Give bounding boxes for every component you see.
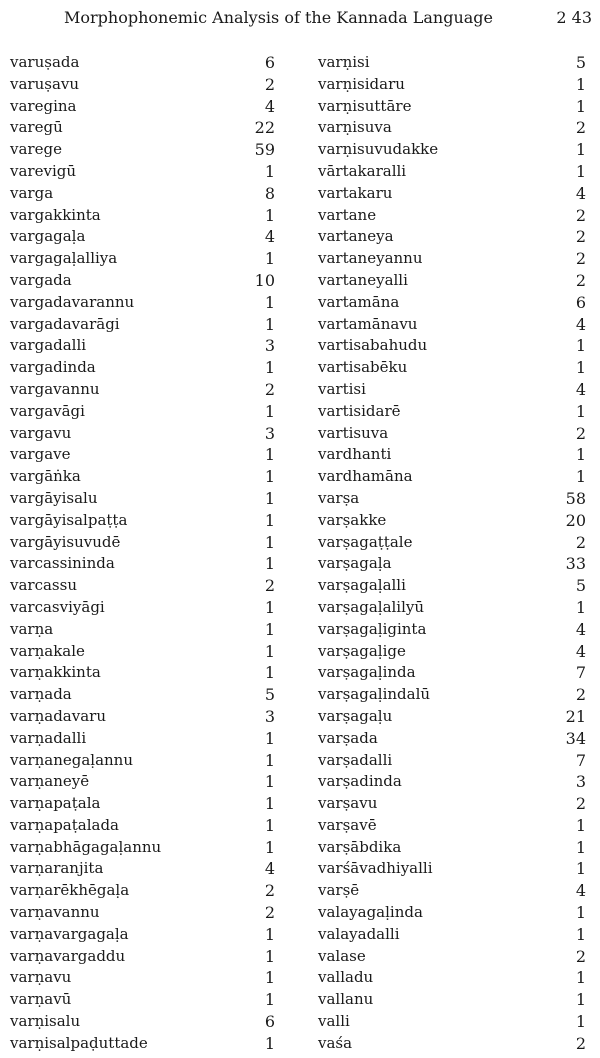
word-entry	[318, 641, 586, 663]
word-entry	[10, 858, 275, 880]
word-entry	[318, 989, 586, 1011]
entry-word: vargadavarannu	[10, 292, 135, 311]
word-entry	[318, 815, 586, 837]
word-entry	[10, 706, 275, 728]
entry-word: vallanu	[318, 990, 374, 1009]
word-entry	[10, 139, 275, 161]
entry-count: 1	[264, 1033, 275, 1053]
word-entry	[318, 183, 586, 205]
entry-word: varṇakkinta	[10, 663, 101, 682]
word-entry	[318, 946, 586, 968]
entry-word: varśāvadhiyalli	[318, 859, 433, 878]
entry-word: vartisi	[318, 379, 366, 398]
entry-count: 1	[575, 924, 586, 944]
entry-word: vardhamāna	[318, 467, 413, 486]
entry-count: 1	[575, 968, 586, 988]
word-entry	[10, 183, 275, 205]
entry-word: varṇaranjita	[10, 859, 104, 878]
entry-count: 3	[264, 706, 275, 726]
entry-word: vargavāgi	[10, 401, 85, 420]
word-entry	[318, 662, 586, 684]
entry-count: 2	[575, 794, 586, 814]
entry-count: 1	[575, 467, 586, 487]
entry-count: 21	[565, 706, 586, 726]
word-entry	[318, 858, 586, 880]
word-entry	[318, 74, 586, 96]
running-title: Morphophonemic Analysis of the Kannada Language	[64, 8, 494, 27]
entry-count: 6	[264, 53, 275, 72]
entry-word: varuṣada	[10, 53, 80, 71]
word-entry	[10, 161, 275, 183]
entry-count: 1	[264, 161, 275, 181]
word-entry	[10, 314, 275, 336]
word-entry	[10, 292, 275, 314]
entry-word: varṣada	[318, 728, 378, 747]
entry-count: 2	[575, 270, 586, 290]
entry-count: 1	[575, 903, 586, 923]
entry-count: 20	[565, 510, 586, 530]
entry-word: vargāyisalu	[10, 488, 98, 507]
word-entry	[318, 1033, 586, 1055]
entry-count: 1	[575, 990, 586, 1010]
entry-word: varṇanegaḷannu	[10, 750, 133, 769]
entry-word: valase	[318, 946, 366, 965]
entry-word: varṣagaḷiginta	[318, 619, 427, 638]
entry-count: 5	[575, 576, 586, 596]
entry-count: 6	[264, 1012, 275, 1032]
word-entry	[10, 619, 275, 641]
entry-word: varṇavannu	[10, 903, 100, 922]
entry-count: 3	[264, 423, 275, 443]
word-entry	[10, 205, 275, 227]
entry-word: vartisabēku	[318, 358, 408, 377]
entry-count: 2	[575, 227, 586, 247]
word-entry	[318, 226, 586, 248]
word-entry	[10, 553, 275, 575]
word-entry	[10, 684, 275, 706]
entry-count: 4	[575, 379, 586, 399]
word-entry	[318, 52, 586, 74]
word-entry	[10, 96, 275, 118]
word-entry	[10, 771, 275, 793]
entry-word: varṣavu	[318, 794, 378, 813]
entry-count: 4	[264, 96, 275, 116]
entry-count: 1	[264, 488, 275, 508]
word-entry	[318, 139, 586, 161]
word-entry	[318, 444, 586, 466]
entry-word: varṇisidaru	[318, 74, 405, 93]
entry-count: 1	[264, 794, 275, 814]
entry-count: 34	[565, 728, 586, 748]
entry-count: 5	[264, 685, 275, 705]
entry-word: varṣadinda	[318, 772, 402, 791]
entry-word: varuṣavu	[10, 74, 80, 93]
entry-count: 1	[264, 292, 275, 312]
entry-word: varṣagaḷa	[318, 554, 392, 573]
entry-word: varcasviyāgi	[10, 597, 105, 616]
entry-count: 8	[264, 183, 275, 203]
word-entry	[318, 1011, 586, 1033]
word-entry	[10, 750, 275, 772]
entry-count: 1	[264, 445, 275, 465]
entry-count: 58	[565, 488, 586, 508]
entry-count: 1	[575, 859, 586, 879]
word-entry	[318, 750, 586, 772]
word-entry	[318, 466, 586, 488]
entry-word: vartisidarē	[318, 401, 401, 420]
entry-count: 1	[264, 663, 275, 683]
word-entry	[318, 357, 586, 379]
entry-count: 1	[575, 336, 586, 356]
entry-word: varṣa	[318, 488, 360, 507]
entry-count: 10	[254, 270, 275, 290]
word-entry	[10, 597, 275, 619]
entry-word: vargakkinta	[10, 205, 101, 224]
word-entry	[10, 880, 275, 902]
word-entry	[10, 379, 275, 401]
word-entry	[318, 771, 586, 793]
word-entry	[318, 553, 586, 575]
entry-word: varegū	[10, 118, 63, 137]
entry-word: vartaneyannu	[318, 249, 423, 268]
entry-count: 1	[575, 1012, 586, 1032]
entry-word: varṇapaṭala	[10, 794, 101, 813]
entry-word: varṇakale	[10, 641, 85, 660]
entry-word: varṇarēkhēgaḷa	[10, 881, 130, 900]
word-entry	[318, 532, 586, 554]
entry-word: varṣakke	[318, 510, 387, 529]
word-entry	[318, 684, 586, 706]
page-header	[64, 8, 594, 32]
entry-word: vargagaḷalliya	[10, 249, 118, 268]
entry-word: varṇadavaru	[10, 706, 106, 725]
entry-word: varṣagaḷu	[318, 706, 393, 725]
entry-word: varcassu	[10, 576, 77, 595]
entry-word: vartaneya	[318, 227, 394, 246]
word-entry	[10, 967, 275, 989]
word-entry	[318, 488, 586, 510]
entry-count: 2	[575, 1033, 586, 1053]
word-entry	[10, 902, 275, 924]
entry-count: 1	[575, 837, 586, 857]
entry-count: 2	[575, 423, 586, 443]
word-entry	[10, 488, 275, 510]
word-entry	[318, 401, 586, 423]
entry-count: 1	[264, 510, 275, 530]
word-entry	[318, 161, 586, 183]
entry-count: 4	[264, 227, 275, 247]
entry-count: 1	[264, 946, 275, 966]
word-entry	[318, 967, 586, 989]
entry-count: 1	[575, 815, 586, 835]
entry-word: vargadinda	[10, 358, 96, 377]
entry-count: 4	[264, 859, 275, 879]
entry-word: vargāyisalpaṭṭa	[10, 510, 128, 529]
entry-count: 1	[575, 597, 586, 617]
entry-count: 6	[575, 292, 586, 312]
word-entry	[10, 662, 275, 684]
entry-word: varṇavu	[10, 968, 72, 987]
entry-word: varṣagaḷalli	[318, 576, 406, 595]
entry-count: 1	[264, 205, 275, 225]
entry-word: varṇisalu	[10, 1012, 81, 1031]
entry-count: 1	[575, 358, 586, 378]
entry-word: varṇadalli	[10, 728, 87, 747]
entry-count: 4	[575, 619, 586, 639]
entry-word: varṇavū	[10, 990, 72, 1009]
entry-count: 4	[575, 881, 586, 901]
entry-word: vartisuva	[318, 423, 389, 442]
word-entry	[10, 466, 275, 488]
word-entry	[318, 597, 586, 619]
word-entry	[10, 1033, 275, 1055]
word-entry	[10, 1011, 275, 1033]
entry-word: vargadalli	[10, 336, 87, 355]
entry-count: 1	[264, 358, 275, 378]
entry-count: 1	[264, 597, 275, 617]
entry-count: 2	[264, 881, 275, 901]
word-entry	[318, 379, 586, 401]
left-column	[10, 52, 275, 1055]
word-entry	[318, 706, 586, 728]
word-entry	[318, 335, 586, 357]
word-entry	[10, 270, 275, 292]
entry-word: vargavu	[10, 423, 72, 442]
entry-count: 1	[575, 96, 586, 116]
word-entry	[318, 423, 586, 445]
entry-count: 22	[254, 118, 275, 138]
entry-count: 3	[575, 772, 586, 792]
entry-count: 2	[575, 249, 586, 269]
entry-word: vaśa	[318, 1033, 353, 1052]
entry-count: 2	[264, 74, 275, 94]
entry-word: varṇabhāgagaḷannu	[10, 837, 162, 856]
entry-count: 1	[575, 74, 586, 94]
word-entry	[10, 52, 275, 74]
word-entry	[10, 815, 275, 837]
entry-count: 1	[264, 467, 275, 487]
entry-word: varṣē	[318, 881, 360, 900]
right-column	[318, 52, 586, 1055]
entry-word: varṣavē	[318, 815, 377, 834]
entry-word: varṇavargagaḷa	[10, 924, 129, 943]
entry-count: 1	[264, 750, 275, 770]
word-entry	[10, 793, 275, 815]
word-entry	[10, 989, 275, 1011]
word-entry	[318, 575, 586, 597]
word-entry	[318, 510, 586, 532]
entry-word: varṇisuva	[318, 118, 392, 137]
entry-count: 2	[575, 685, 586, 705]
entry-count: 1	[575, 401, 586, 421]
entry-word: varṣadalli	[318, 750, 393, 769]
entry-count: 1	[264, 990, 275, 1010]
entry-word: varṇisi	[318, 53, 370, 71]
entry-count: 1	[575, 161, 586, 181]
entry-word: varṣagaḷige	[318, 641, 406, 660]
entry-word: valladu	[318, 968, 374, 987]
entry-count: 2	[575, 946, 586, 966]
word-entry	[10, 423, 275, 445]
word-entry	[318, 619, 586, 641]
entry-word: vargada	[10, 270, 72, 289]
entry-count: 1	[264, 815, 275, 835]
entry-count: 2	[264, 903, 275, 923]
entry-count: 5	[575, 53, 586, 72]
entry-count: 3	[264, 336, 275, 356]
entry-word: vartamāna	[318, 292, 400, 311]
entry-word: varṇada	[10, 685, 72, 704]
entry-count: 1	[264, 619, 275, 639]
entry-word: vargavannu	[10, 379, 100, 398]
entry-word: vartamānavu	[318, 314, 418, 333]
entry-count: 4	[575, 183, 586, 203]
word-entry	[10, 335, 275, 357]
word-entry	[10, 248, 275, 270]
entry-word: valayagaḷinda	[318, 903, 423, 922]
word-entry	[318, 117, 586, 139]
entry-word: varevigū	[10, 161, 76, 180]
entry-count: 33	[565, 554, 586, 574]
entry-count: 1	[575, 140, 586, 160]
entry-word: varṣagaḷalilyū	[318, 597, 425, 616]
entry-count: 1	[264, 772, 275, 792]
word-entry	[318, 902, 586, 924]
word-entry	[318, 880, 586, 902]
entry-word: vargāṅka	[10, 467, 81, 486]
entry-count: 1	[264, 728, 275, 748]
entry-word: varege	[10, 140, 62, 159]
entry-count: 4	[575, 314, 586, 334]
entry-word: varṇisuvudakke	[318, 140, 439, 159]
entry-count: 59	[254, 140, 275, 160]
entry-word: vartane	[318, 205, 377, 224]
entry-count: 2	[264, 576, 275, 596]
entry-word: varṇavargaddu	[10, 946, 126, 965]
word-entry	[318, 837, 586, 859]
entry-word: varṣagaḷinda	[318, 663, 416, 682]
word-entry	[10, 444, 275, 466]
word-entry	[10, 837, 275, 859]
word-entry	[318, 248, 586, 270]
entry-count: 2	[264, 379, 275, 399]
entry-word: varegina	[10, 96, 77, 115]
entry-word: varṇaneyē	[10, 772, 90, 791]
page-number: 2 43	[556, 8, 592, 27]
entry-word: varṇisalpaḍuttade	[10, 1033, 148, 1052]
entry-word: valayadalli	[318, 924, 400, 943]
word-entry	[10, 226, 275, 248]
entry-count: 1	[264, 314, 275, 334]
entry-word: varga	[10, 183, 54, 202]
entry-word: varṇa	[10, 619, 54, 638]
entry-count: 2	[575, 118, 586, 138]
entry-word: vargagaḷa	[10, 227, 86, 246]
entry-count: 7	[575, 663, 586, 683]
entry-word: varcassininda	[10, 554, 115, 573]
word-entry	[10, 946, 275, 968]
entry-count: 2	[575, 532, 586, 552]
entry-word: varṣagaṭṭale	[318, 532, 413, 551]
entry-count: 1	[264, 968, 275, 988]
word-entry	[318, 205, 586, 227]
entry-word: vartaneyalli	[318, 270, 408, 289]
word-entry	[318, 728, 586, 750]
entry-word: vargāyisuvudē	[10, 532, 121, 551]
word-entry	[318, 96, 586, 118]
entry-count: 1	[264, 641, 275, 661]
entry-count: 1	[264, 924, 275, 944]
entry-count: 1	[264, 401, 275, 421]
word-entry	[10, 510, 275, 532]
entry-count: 4	[575, 641, 586, 661]
word-entry	[10, 532, 275, 554]
word-entry	[10, 401, 275, 423]
word-entry	[10, 641, 275, 663]
entry-word: varṇisuttāre	[318, 96, 412, 115]
entry-count: 1	[264, 554, 275, 574]
entry-count: 1	[575, 445, 586, 465]
entry-count: 2	[575, 205, 586, 225]
word-entry	[318, 314, 586, 336]
entry-count: 7	[575, 750, 586, 770]
entry-word: vārtakaralli	[318, 161, 407, 180]
entry-word: vargave	[10, 445, 71, 464]
word-entry	[10, 117, 275, 139]
entry-word: varṇapaṭalada	[10, 815, 119, 834]
entry-count: 1	[264, 532, 275, 552]
word-entry	[10, 728, 275, 750]
word-entry	[10, 924, 275, 946]
word-entry	[318, 292, 586, 314]
word-entry	[318, 270, 586, 292]
entry-count: 1	[264, 837, 275, 857]
word-entry	[318, 924, 586, 946]
word-entry	[10, 575, 275, 597]
entry-word: varṣābdika	[318, 837, 402, 856]
entry-count: 1	[264, 249, 275, 269]
entry-word: vartakaru	[318, 183, 393, 202]
entry-word: vargadavarāgi	[10, 314, 120, 333]
word-entry	[10, 74, 275, 96]
entry-word: vartisabahudu	[318, 336, 428, 355]
entry-word: valli	[318, 1012, 350, 1031]
entry-word: varṣagaḷindalū	[318, 685, 431, 704]
word-entry	[10, 357, 275, 379]
word-entry	[318, 793, 586, 815]
entry-word: vardhanti	[318, 445, 392, 464]
